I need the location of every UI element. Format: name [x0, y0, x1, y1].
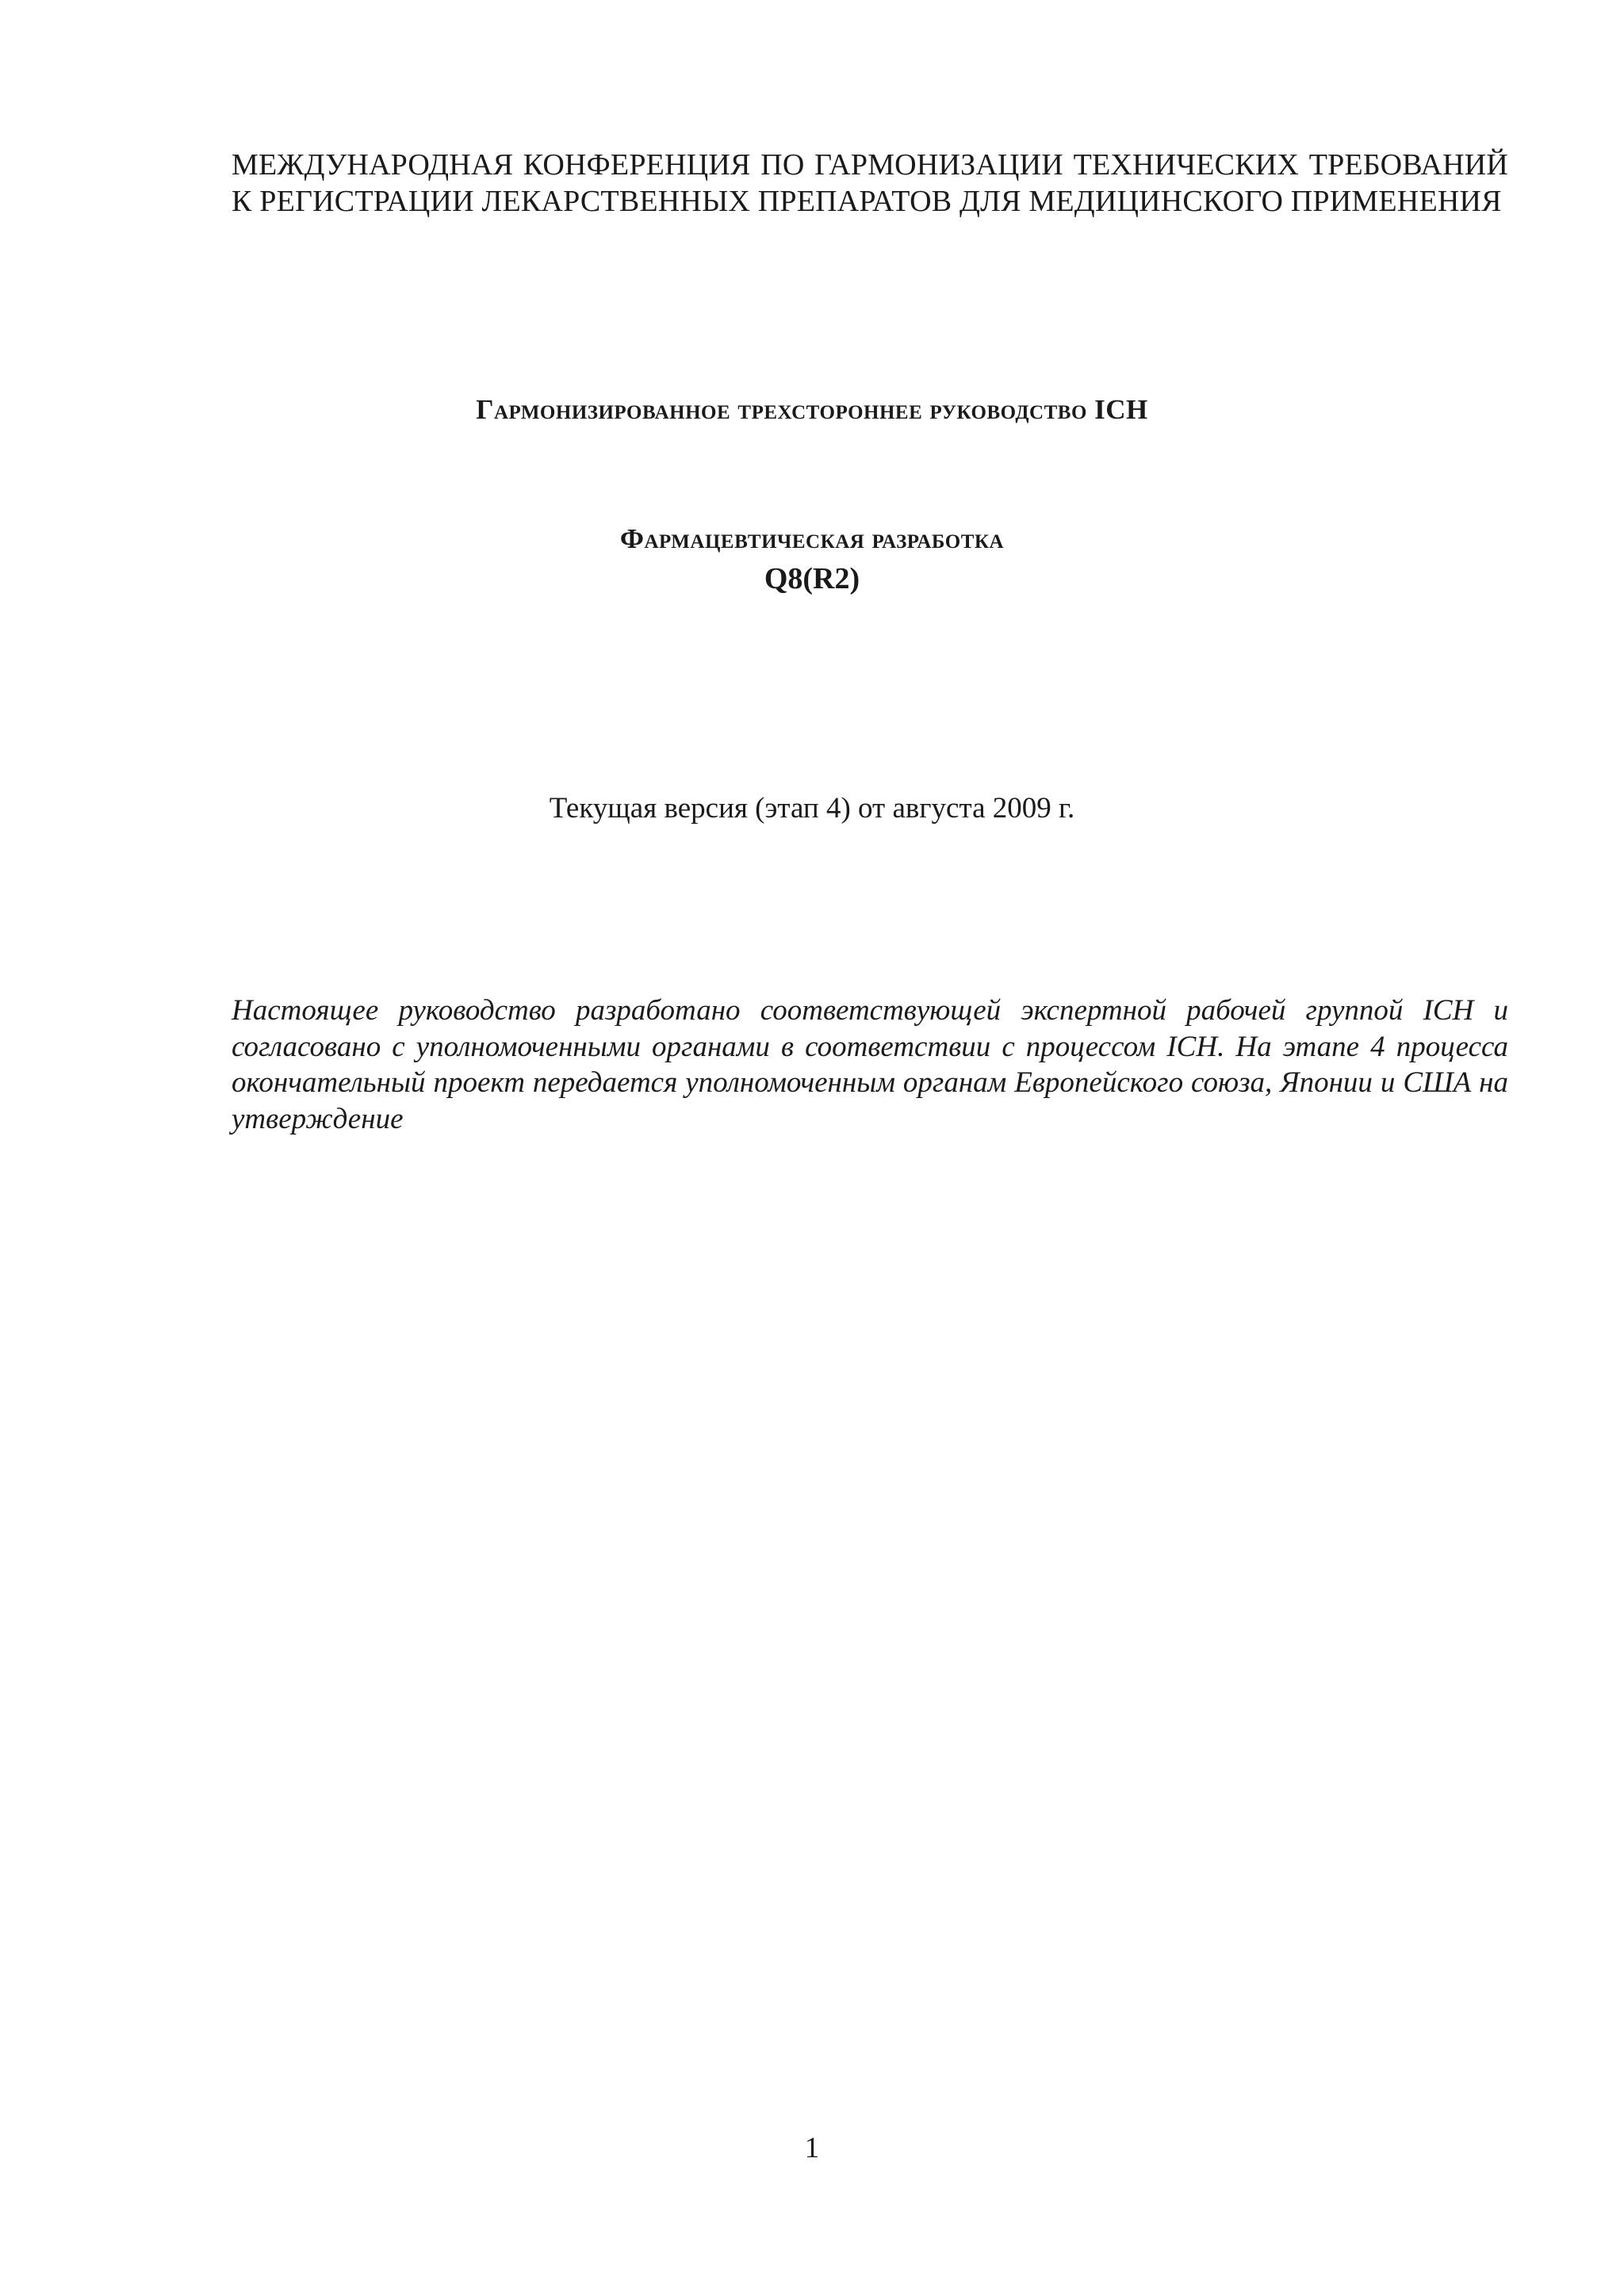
document-code: Q8(R2)	[764, 562, 860, 595]
approval-note: Настоящее руководство разработано соответствующей экспертной рабочей группой ICH и согласовано с уполномоченными органами в соответствии с процессом ICH. На этапе 4 процесса окончательный проект передается уполномоченным органам Европейского союза, Японии и США на утверждение	[232, 994, 1508, 1135]
conference-header-line-2: К РЕГИСТРАЦИИ ЛЕКАРСТВЕННЫХ ПРЕПАРАТОВ ДЛЯ МЕДИЦИНСКОГО ПРИМЕНЕНИЯ	[232, 185, 1502, 218]
version-statement: Текущая версия (этап 4) от августа 2009 г.	[549, 792, 1075, 825]
conference-header	[232, 147, 1508, 220]
guideline-title: Гармонизированное трехстороннее руководство ICH	[476, 394, 1148, 425]
document-title: Фармацевтическая разработка	[619, 523, 1005, 554]
conference-header-line-1: МЕЖДУНАРОДНАЯ КОНФЕРЕНЦИЯ ПО ГАРМОНИЗАЦИИ ТЕХНИЧЕСКИХ ТРЕБОВАНИЙ	[232, 148, 1508, 182]
page-number: 1	[804, 2132, 820, 2164]
